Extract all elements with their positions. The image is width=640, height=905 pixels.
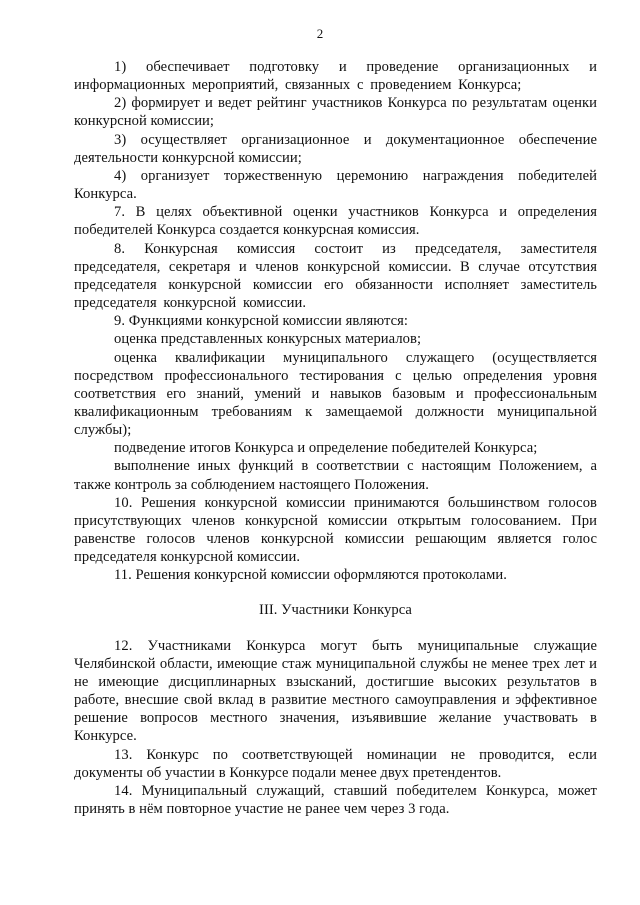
paragraph-clause-11: 11. Решения конкурсной комиссии оформляются протоколами. [114, 567, 507, 584]
paragraph-clause-10: 10. Решения конкурсной комиссии принимаются большинством голосов присутствующих членов конкурсной комиссии открытым голосованием. При равенстве голосов членов конкурсной комиссии решающим является голос председателя конкурсной комиссии. [74, 494, 597, 566]
paragraph-clause-7: 7. В целях объективной оценки участников Конкурса и определения победителей Конкурса создается конкурсная комиссия. [74, 204, 597, 239]
paragraph-item-1: 1) обеспечивает подготовку и проведение организационных и информационных мероприятий, связанных с проведением Конкурса; [74, 59, 597, 94]
paragraph-clause-14: 14. Муниципальный служащий, ставший победителем Конкурса, может принять в нём повторное участие не ранее чем через 3 года. [74, 782, 597, 818]
paragraph-clause-13: 13. Конкурс по соответствующей номинации не проводится, если документы об участии в Конкурсе подали менее двух претендентов. [74, 746, 597, 781]
function-item-4: выполнение иных функций в соответствии с настоящим Положением, а также контроль за соблюдением настоящего Положения. [74, 458, 597, 493]
function-item-1: оценка представленных конкурсных материалов; [114, 331, 422, 348]
paragraph-clause-8: 8. Конкурсная комиссия состоит из председателя, заместителя председателя, секретаря и членов конкурсной комиссии. В случае отсутствия председателя конкурсной комиссии его обязанности исполняет заместитель председателя конкурсной комиссии. [74, 240, 597, 312]
paragraph-item-2: 2) формирует и ведет рейтинг участников Конкурса по результатам оценки конкурсной комиссии; [74, 95, 597, 130]
paragraph-item-3: 3) осуществляет организационное и документационное обеспечение деятельности конкурсной комиссии; [74, 131, 597, 166]
section-title: III. Участники Конкурса [259, 601, 412, 618]
paragraph-clause-12: 12. Участниками Конкурса могут быть муниципальные служащие Челябинской области, имеющие стаж муниципальной службы не менее трех лет и не имеющие дисциплинарных взысканий, достигшие высоких результатов в работе, внесшие свой вклад в развитие местного самоуправления и эффективное решение вопросов местного значения, изъявившие желание участвовать в Конкурсе. [74, 637, 597, 745]
paragraph-clause-9: 9. Функциями конкурсной комиссии являются: [114, 313, 408, 330]
function-item-3: подведение итогов Конкурса и определение победителей Конкурса; [114, 440, 538, 457]
function-item-2: оценка квалификации муниципального служащего (осуществляется посредством профессионального тестирования с целью определения уровня соответствия его знаний, умений и навыков базовым и профессиональным квалификационным требованиям к замещаемой должности муниципальной службы); [74, 349, 597, 439]
document-body [74, 58, 597, 818]
paragraph-item-4: 4) организует торжественную церемонию награждения победителей Конкурса. [74, 167, 597, 203]
page-number: 2 [316, 26, 324, 41]
